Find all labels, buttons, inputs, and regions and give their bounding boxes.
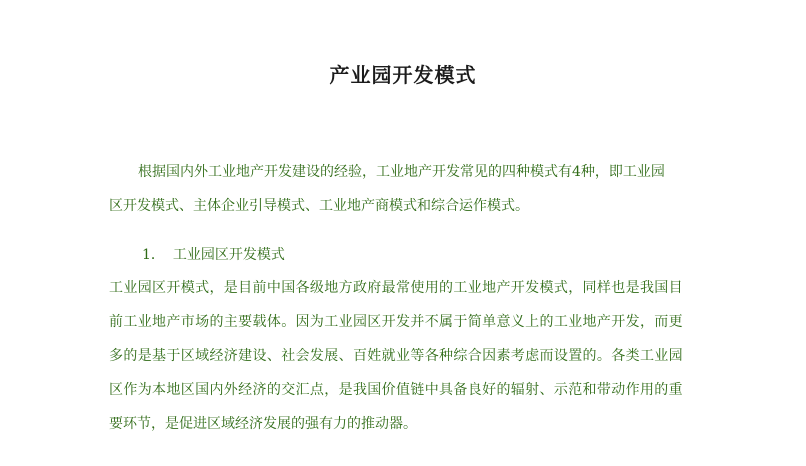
intro-paragraph (109, 155, 709, 223)
intro-line: 区开发模式、主体企业引导模式、工业地产商模式和综合运作模式。 (109, 198, 529, 214)
body-line: 多的是基于区域经济建设、社会发展、百姓就业等各种综合因素考虑而设置的。各类工业园 (109, 348, 683, 364)
intro-line: 根据国内外工业地产开发建设的经验，工业地产开发常见的四种模式有4种，即工业园 (138, 164, 665, 180)
section-number: 1． (142, 247, 165, 263)
document-title: 产业园开发模式 (329, 63, 477, 87)
body-line: 要环节，是促进区域经济发展的强有力的推动器。 (109, 416, 417, 432)
body-line: 区作为本地区国内外经济的交汇点，是我国价值链中具备良好的辐射、示范和带动作用的重 (109, 382, 683, 398)
section-body-paragraph (109, 271, 709, 441)
section-heading (142, 238, 285, 272)
body-line: 工业园区开模式，是目前中国各级地方政府最常使用的工业地产开发模式，同样也是我国目 (109, 280, 683, 296)
body-line: 前工业地产市场的主要载体。因为工业园区开发并不属于简单意义上的工业地产开发，而更 (109, 314, 683, 330)
section-heading-text: 工业园区开发模式 (172, 247, 285, 263)
